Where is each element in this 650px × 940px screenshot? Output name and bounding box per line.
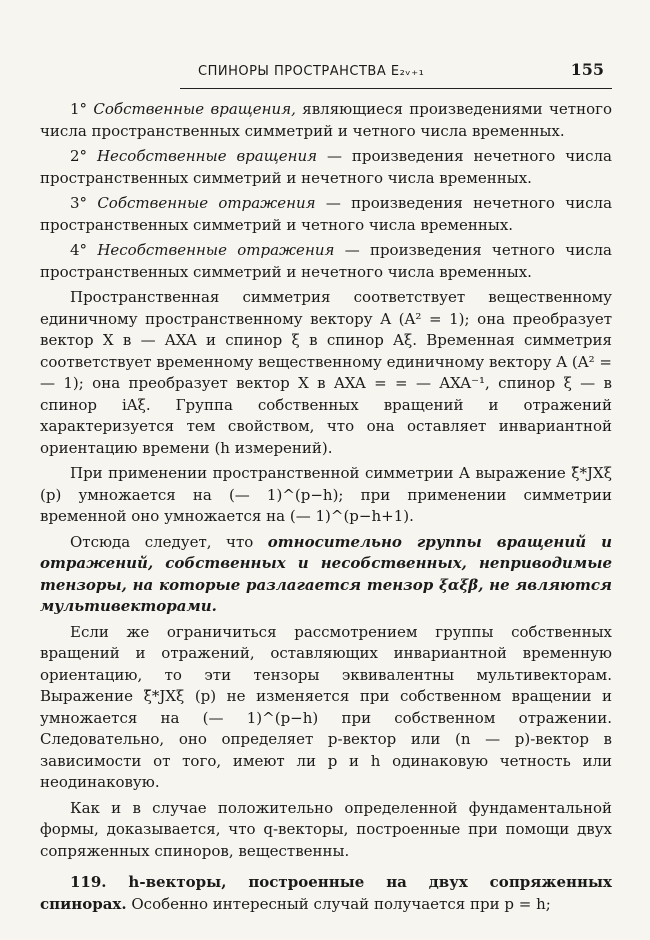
term-italic: Несобственные вращения xyxy=(96,147,318,165)
paragraph-6: При применении пространственной симметрии A выражение ξ̄*JXξ (p) умножается на (— 1)^(p−h); при применении симметрии временной оно умножается на (— 1)^(p−h+1). xyxy=(40,464,612,525)
paragraph-text: — произведения нечетного числа пространственных симметрий и нечетного числа временных. xyxy=(40,147,612,187)
term-italic: Собственные вращения, xyxy=(93,100,296,118)
paragraph-4 xyxy=(40,240,612,283)
paragraph-7 xyxy=(40,532,612,618)
item-number: 4° xyxy=(70,241,98,259)
paragraph-2 xyxy=(40,146,612,189)
item-number: 2° xyxy=(70,147,97,165)
paragraph-text: являющиеся произведениями четного числа пространственных симметрий и четного числа временных. xyxy=(40,100,612,140)
paragraph-text: Особенно интересный случай получается при p = h; xyxy=(126,894,551,913)
paragraph-10 xyxy=(40,872,612,915)
paragraph-text: — произведения четного числа пространственных симметрий и нечетного числа временных. xyxy=(40,241,612,281)
theorem-italic: относительно группы вращений и отражений, собственных и несобственных, неприводимые тензоры, на которые разлагается тензор ξαξβ, не являются мультивекторами. xyxy=(40,532,612,615)
paragraph-3 xyxy=(40,193,612,236)
page-number: 155 xyxy=(570,60,604,79)
paragraph-text: Отсюда следует, что xyxy=(70,532,268,551)
running-title: СПИНОРЫ ПРОСТРАНСТВА E₂ᵥ₊₁ xyxy=(198,64,425,79)
paragraph-text: — произведения нечетного числа пространственных симметрий и четного числа временных. xyxy=(40,194,613,234)
item-number: 3° xyxy=(70,194,98,212)
term-italic: Несобственные отражения xyxy=(97,241,335,259)
item-number: 1° xyxy=(70,100,94,118)
paragraph-8: Если же ограничиться рассмотрением группы собственных вращений и отражений, оставляющих инвариантной временную ориентацию, то эти тензоры эквивалентны мультивекторам. Выражение ξ̄*JXξ (p) не изменяется при собственном вращении и умножается на (— 1)^(p−h) при собственном отражении. Следовательно, оно определяет p-вектор или (n — p)-вектор в зависимости от того, имеют ли p и h одинаковую четность или неодинаковую. xyxy=(40,622,612,791)
running-header xyxy=(180,58,612,89)
page-body xyxy=(40,99,612,915)
term-italic: Собственные отражения xyxy=(97,194,316,212)
paragraph-5: Пространственная симметрия соответствует вещественному единичному пространственному вектору A (A² = 1); она преобразует вектор X в — AXA и спинор ξ в спинор Aξ. Временная симметрия соответствует временному вещественному единичному вектору A (A² = — 1); она преобразует вектор X в AXA = = — AXA⁻¹, спинор ξ — в спинор iAξ. Группа собственных вращений и отражений характеризуется тем свойством, что она оставляет инвариантной ориентацию времени (h измерений). xyxy=(40,288,612,457)
section-heading: 119. h-векторы, построенные на двух сопряженных спинорах. xyxy=(40,873,612,913)
paragraph-1 xyxy=(40,99,612,142)
paragraph-9: Как и в случае положительно определенной фундаментальной формы, доказывается, что q-векторы, построенные при помощи двух сопряженных спиноров, вещественны. xyxy=(40,798,612,860)
